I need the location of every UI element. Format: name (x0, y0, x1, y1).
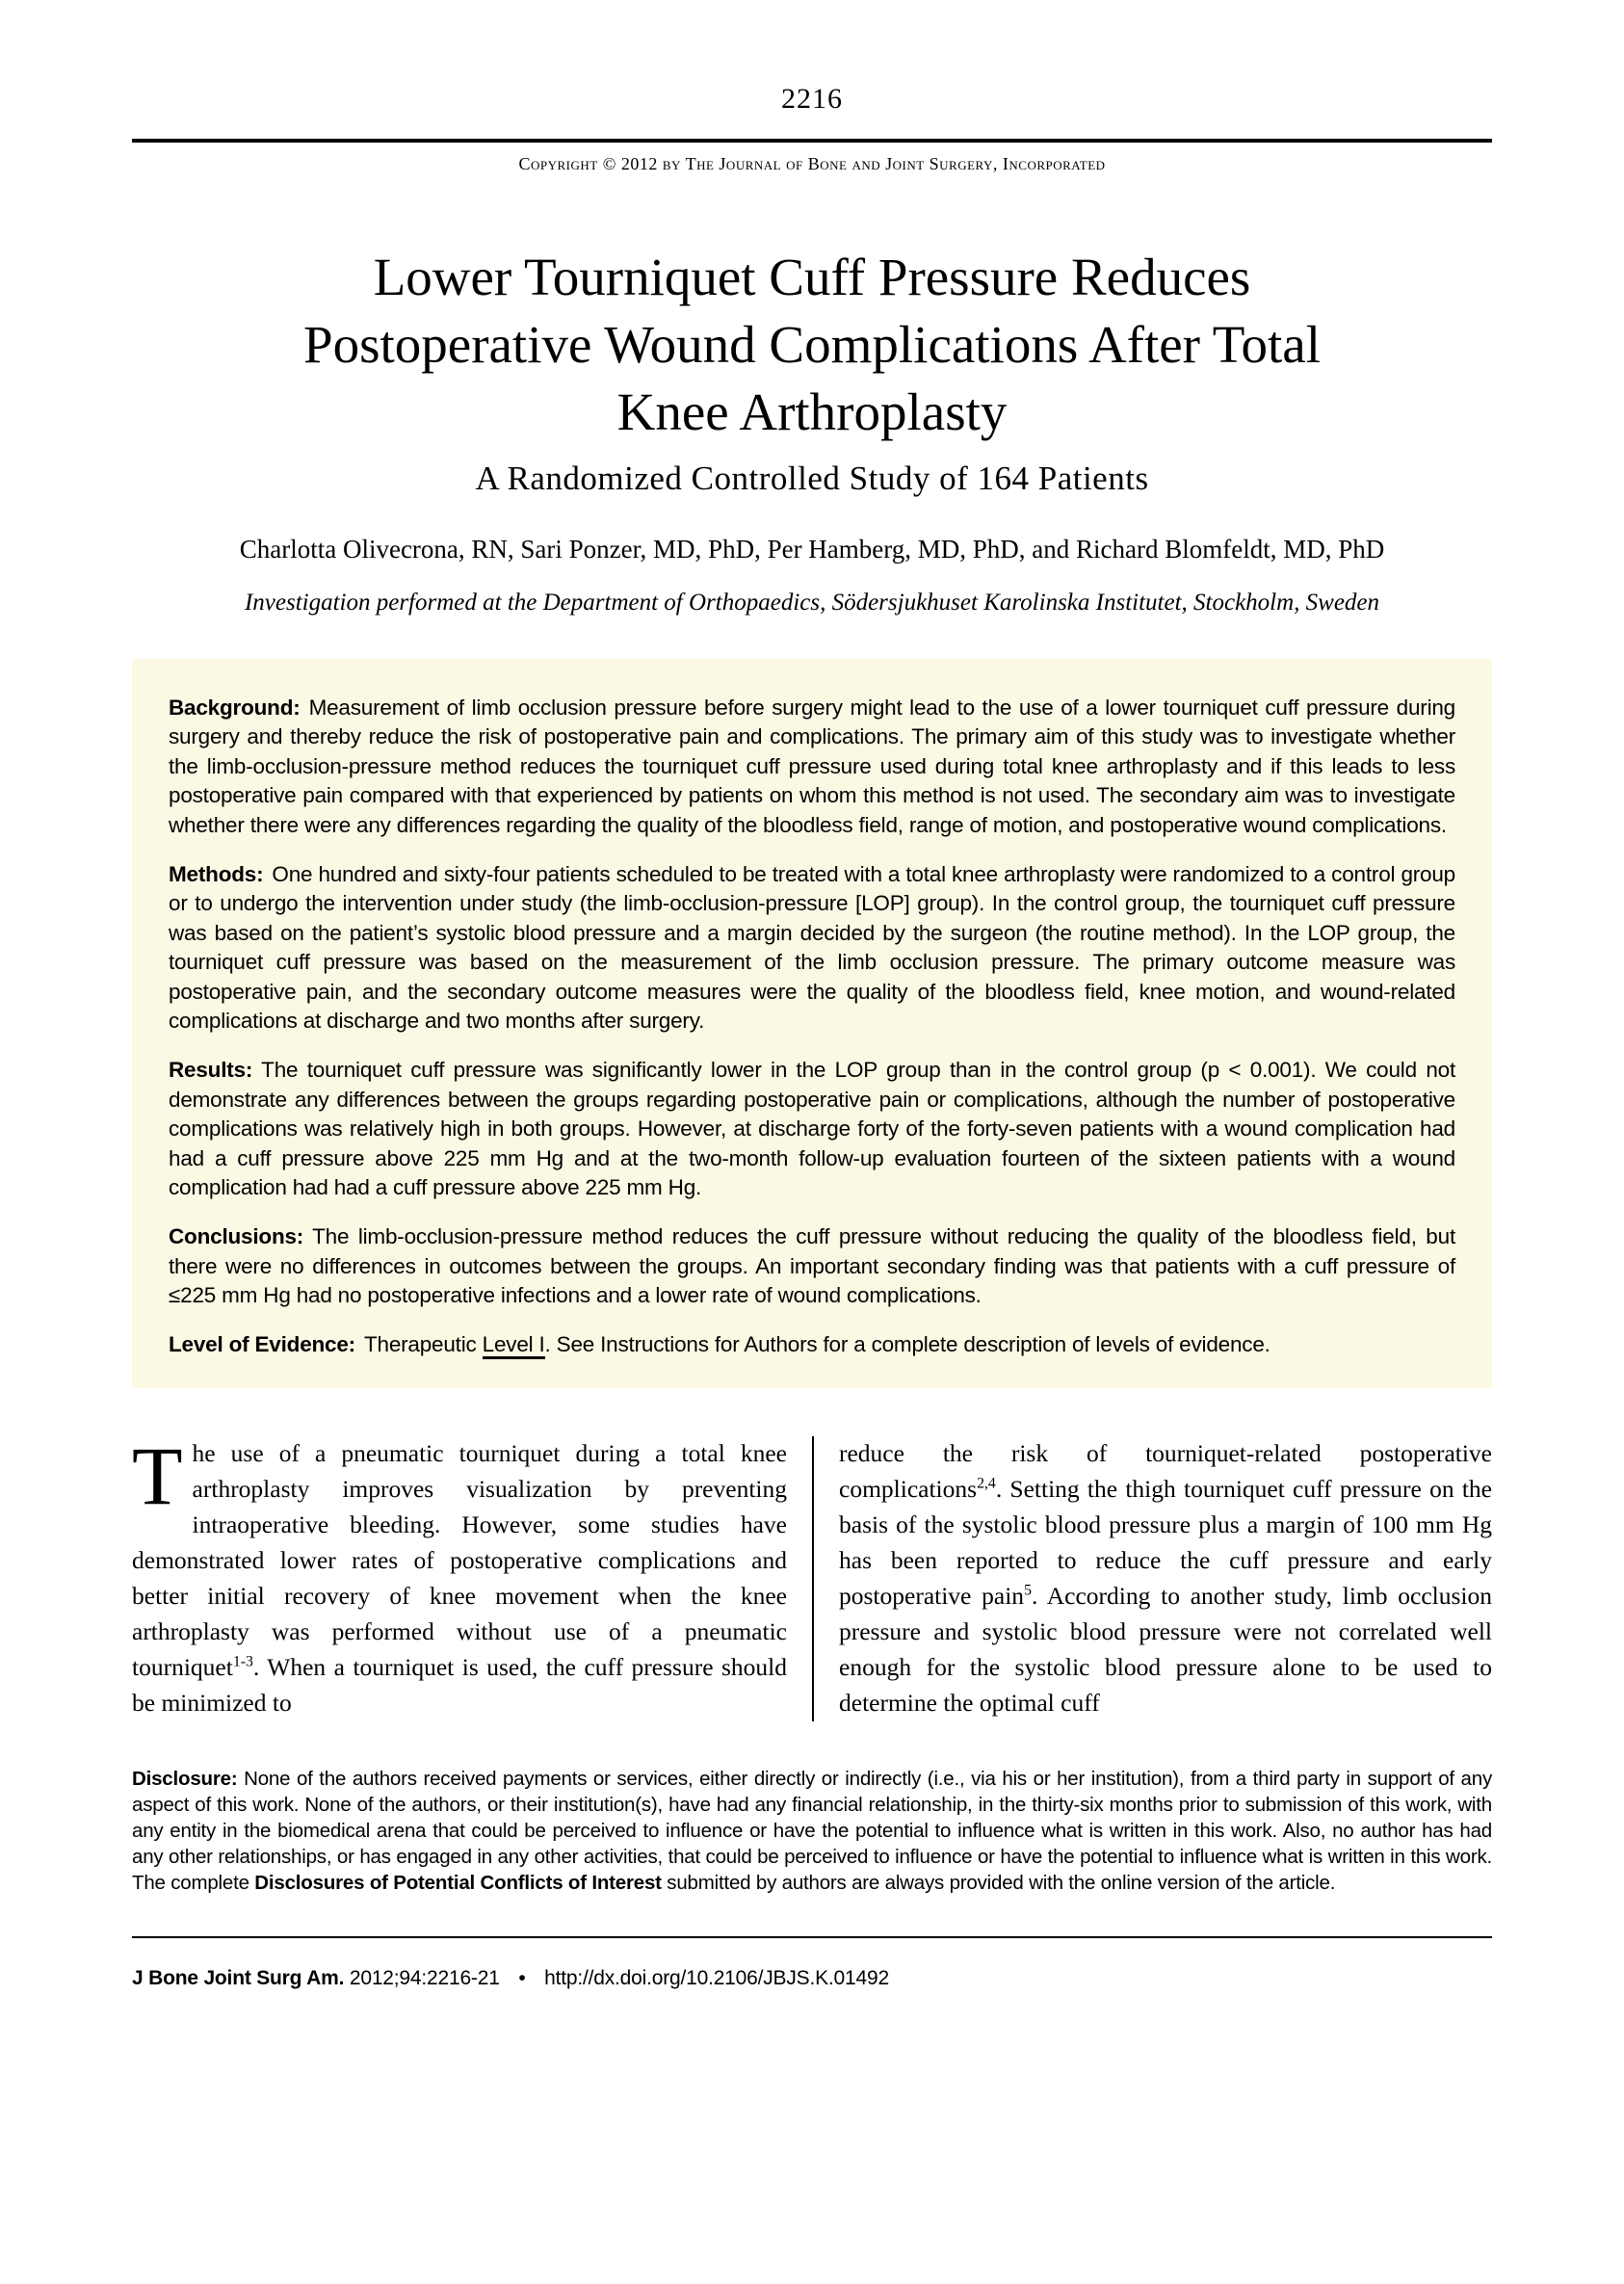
abstract-background (169, 694, 1455, 841)
abstract-level-of-evidence (169, 1330, 1455, 1360)
abstract-methods (169, 860, 1455, 1037)
abstract-box (132, 659, 1492, 1389)
body-column-right (812, 1436, 1492, 1721)
abstract-results (169, 1056, 1455, 1203)
disclosure-bold-phrase: Disclosures of Potential Conflicts of Interest (254, 1872, 662, 1895)
article-subtitle: A Randomized Controlled Study of 164 Patients (475, 459, 1149, 497)
left-text-2: . When a tourniquet is used, the cuff pressure should be minimized to (132, 1653, 787, 1718)
level-of-evidence-before: Therapeutic (363, 1331, 483, 1356)
disclosure-paragraph (132, 1766, 1492, 1896)
article-title: Lower Tourniquet Cuff Pressure Reduces Postoperative Wound Complications After Total Knee Arthroplasty (303, 248, 1321, 441)
citation-superscript-1-3: 1-3 (232, 1653, 253, 1670)
intro-paragraph-right (839, 1436, 1492, 1721)
right-text-1: reduce the risk of tourniquet-related postoperative complications (839, 1439, 1492, 1504)
body-column-left (132, 1430, 812, 1721)
level-of-evidence-label: Level of Evidence: (169, 1331, 355, 1356)
abstract-results-text: The tourniquet cuff pressure was significantly lower in the LOP group than in the control group (p < 0.001). We could not demonstrate any differences between the groups regarding postoperative pain or complications, although the number of postoperative complications was relatively high in both groups. However, at discharge forty of the forty-seven patients with a wound complication had had a cuff pressure above 225 mm Hg and at the two-month follow-up evaluation fourteen of the sixteen patients with a wound complication had had a cuff pressure above 225 mm Hg. (169, 1058, 1455, 1200)
abstract-results-label: Results: (169, 1058, 253, 1083)
abstract-background-text: Measurement of limb occlusion pressure before surgery might lead to the use of a lower tourniquet cuff pressure during surgery and thereby reduce the risk of postoperative pain and complications. The primary aim of this study was to investigate whether the limb-occlusion-pressure method reduces the tourniquet cuff pressure used during total knee arthroplasty and if this leads to less postoperative pain compared with that experienced by patients on whom this method is not used. The secondary aim was to investigate whether there were any differences regarding the quality of the bloodless field, range of motion, and postoperative wound complications. (169, 695, 1455, 837)
left-text-1: he use of a pneumatic tourniquet during a total knee arthroplasty improves visualization by preventing intraoperative bleeding. However, some studies have demonstrated lower rates of postoperative complications and better initial recovery of knee movement when the knee arthroplasty was performed without use of a pneumatic tourniquet (132, 1439, 787, 1682)
abstract-conclusions-text: The limb-occlusion-pressure method reduces the cuff pressure without reducing the quality of the bloodless field, but there were no differences in outcomes between the groups. An important secondary finding was that patients with a cuff pressure of ≤225 mm Hg had no postoperative infections and a lower rate of wound complications. (169, 1224, 1455, 1308)
level-i-link[interactable]: Level I (483, 1332, 545, 1359)
copyright-line: Copyright © 2012 by The Journal of Bone and Joint Surgery, Incorporated (518, 154, 1106, 173)
body-columns (132, 1430, 1492, 1721)
right-text-2: . Setting the thigh tourniquet cuff pressure on the basis of the systolic blood pressure plus a margin of 100 mm Hg has been reported to reduce the cuff pressure and early postoperative pain (839, 1475, 1492, 1611)
drop-cap: T (132, 1430, 183, 1523)
abstract-methods-label: Methods: (169, 861, 264, 886)
footer-citation (132, 1967, 1492, 1990)
footer-bullet: • (518, 1967, 526, 1990)
right-text-3: . According to another study, limb occlusion pressure and systolic blood pressure were not correlated well enough for the systolic blood pressure alone to be used to determine the optimal cuff (839, 1582, 1492, 1718)
journal-abbreviation: J Bone Joint Surg Am. (132, 1967, 345, 1990)
doi-link[interactable]: http://dx.doi.org/10.2106/JBJS.K.01492 (544, 1967, 889, 1990)
abstract-conclusions (169, 1222, 1455, 1311)
level-of-evidence-after: . See Instructions for Authors for a complete description of levels of evidence. (544, 1331, 1270, 1356)
header-rule (132, 139, 1492, 143)
disclosure-label: Disclosure: (132, 1768, 238, 1791)
citation-superscript-5: 5 (1024, 1582, 1032, 1599)
abstract-background-label: Background: (169, 695, 301, 720)
affiliation-line: Investigation performed at the Department of Orthopaedics, Södersjukhuset Karolinska Institutet, Stockholm, Sweden (244, 589, 1380, 616)
disclosure-text-1: None of the authors received payments or services, either directly or indirectly (i.e., via his or her institution), from a third party in support of any aspect of this work. None of the authors, or their institution(s), have had any financial relationship, in the thirty-six months prior to submission of this work, with any entity in the biomedical arena that could be perceived to influence or have the potential to influence what is written in this work. Also, no author has had any other relationships, or has engaged in any other activities, that could be perceived to influence or have the potential to influence what is written in this work. The complete (132, 1768, 1492, 1895)
citation-volume-pages: 2012;94:2216-21 (349, 1967, 500, 1990)
abstract-methods-text: One hundred and sixty-four patients scheduled to be treated with a total knee arthroplasty were randomized to a control group or to undergo the intervention under study (the limb-occlusion-pressure [LOP] group). In the control group, the tourniquet cuff pressure was based on the patient’s systolic blood pressure and a margin decided by the surgeon (the routine method). In the LOP group, the tourniquet cuff pressure was based on the measurement of the limb occlusion pressure. The primary outcome measure was postoperative pain, and the secondary outcome measures were the quality of the bloodless field, knee motion, and wound-related complications at discharge and two months after surgery. (169, 861, 1455, 1034)
citation-superscript-2-4: 2,4 (977, 1475, 996, 1492)
intro-paragraph-left (132, 1430, 787, 1721)
disclosure-text-2: submitted by authors are always provided with the online version of the article. (661, 1872, 1336, 1895)
footer-rule (132, 1936, 1492, 1938)
authors-line: Charlotta Olivecrona, RN, Sari Ponzer, MD, PhD, Per Hamberg, MD, PhD, and Richard Blomfeldt, MD, PhD (239, 534, 1385, 564)
abstract-conclusions-label: Conclusions: (169, 1224, 304, 1249)
page-number: 2216 (781, 83, 843, 115)
